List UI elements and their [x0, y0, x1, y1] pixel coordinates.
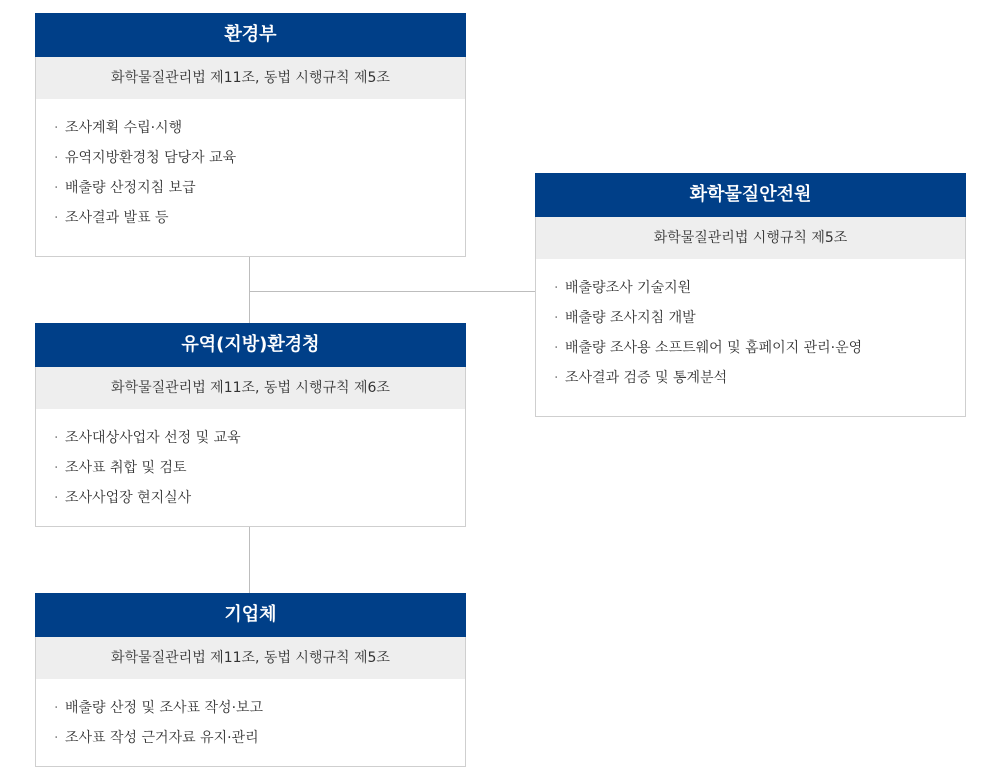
bullet-icon: ·: [54, 490, 59, 506]
bullet-icon: ·: [54, 700, 59, 716]
bullet-icon: ·: [54, 210, 59, 226]
node-nics: [535, 173, 966, 417]
list-item: · 조사결과 발표 등: [54, 203, 465, 233]
list-item: · 배출량 산정 및 조사표 작성·보고: [54, 693, 465, 723]
node-moe-duties: [36, 99, 465, 233]
node-moe-title: 환경부: [35, 13, 466, 57]
node-nics-law: 화학물질관리법 시행규칙 제5조: [536, 217, 965, 259]
node-nics-title: 화학물질안전원: [535, 173, 966, 217]
bullet-icon: ·: [554, 310, 559, 326]
bullet-icon: ·: [554, 340, 559, 356]
list-item: · 조사표 작성 근거자료 유지·관리: [54, 723, 465, 753]
node-regional-duties: [36, 409, 465, 513]
list-item: · 배출량 조사용 소프트웨어 및 홈페이지 관리·운영: [554, 333, 965, 363]
list-item: · 조사대상사업자 선정 및 교육: [54, 423, 465, 453]
node-regional: [35, 323, 466, 527]
node-company-law: 화학물질관리법 제11조, 동법 시행규칙 제5조: [36, 637, 465, 679]
list-item: · 배출량 조사지침 개발: [554, 303, 965, 333]
list-item: · 조사사업장 현지실사: [54, 483, 465, 513]
node-moe: [35, 13, 466, 257]
list-item: · 유역지방환경청 담당자 교육: [54, 143, 465, 173]
bullet-icon: ·: [54, 180, 59, 196]
list-item: · 조사계획 수립·시행: [54, 113, 465, 143]
node-nics-duties: [536, 259, 965, 393]
connector-to-nics: [249, 291, 536, 292]
node-regional-law: 화학물질관리법 제11조, 동법 시행규칙 제6조: [36, 367, 465, 409]
list-item: · 배출량 산정지침 보급: [54, 173, 465, 203]
connector-moe-regional: [249, 256, 250, 323]
list-item: · 조사결과 검증 및 통계분석: [554, 363, 965, 393]
bullet-icon: ·: [54, 120, 59, 136]
bullet-icon: ·: [554, 280, 559, 296]
bullet-icon: ·: [54, 430, 59, 446]
node-moe-law: 화학물질관리법 제11조, 동법 시행규칙 제5조: [36, 57, 465, 99]
bullet-icon: ·: [54, 150, 59, 166]
node-company-title: 기업체: [35, 593, 466, 637]
bullet-icon: ·: [54, 730, 59, 746]
list-item: · 배출량조사 기술지원: [554, 273, 965, 303]
bullet-icon: ·: [554, 370, 559, 386]
bullet-icon: ·: [54, 460, 59, 476]
node-regional-title: 유역(지방)환경청: [35, 323, 466, 367]
node-company-duties: [36, 679, 465, 753]
connector-regional-company: [249, 526, 250, 593]
node-company: [35, 593, 466, 767]
list-item: · 조사표 취합 및 검토: [54, 453, 465, 483]
